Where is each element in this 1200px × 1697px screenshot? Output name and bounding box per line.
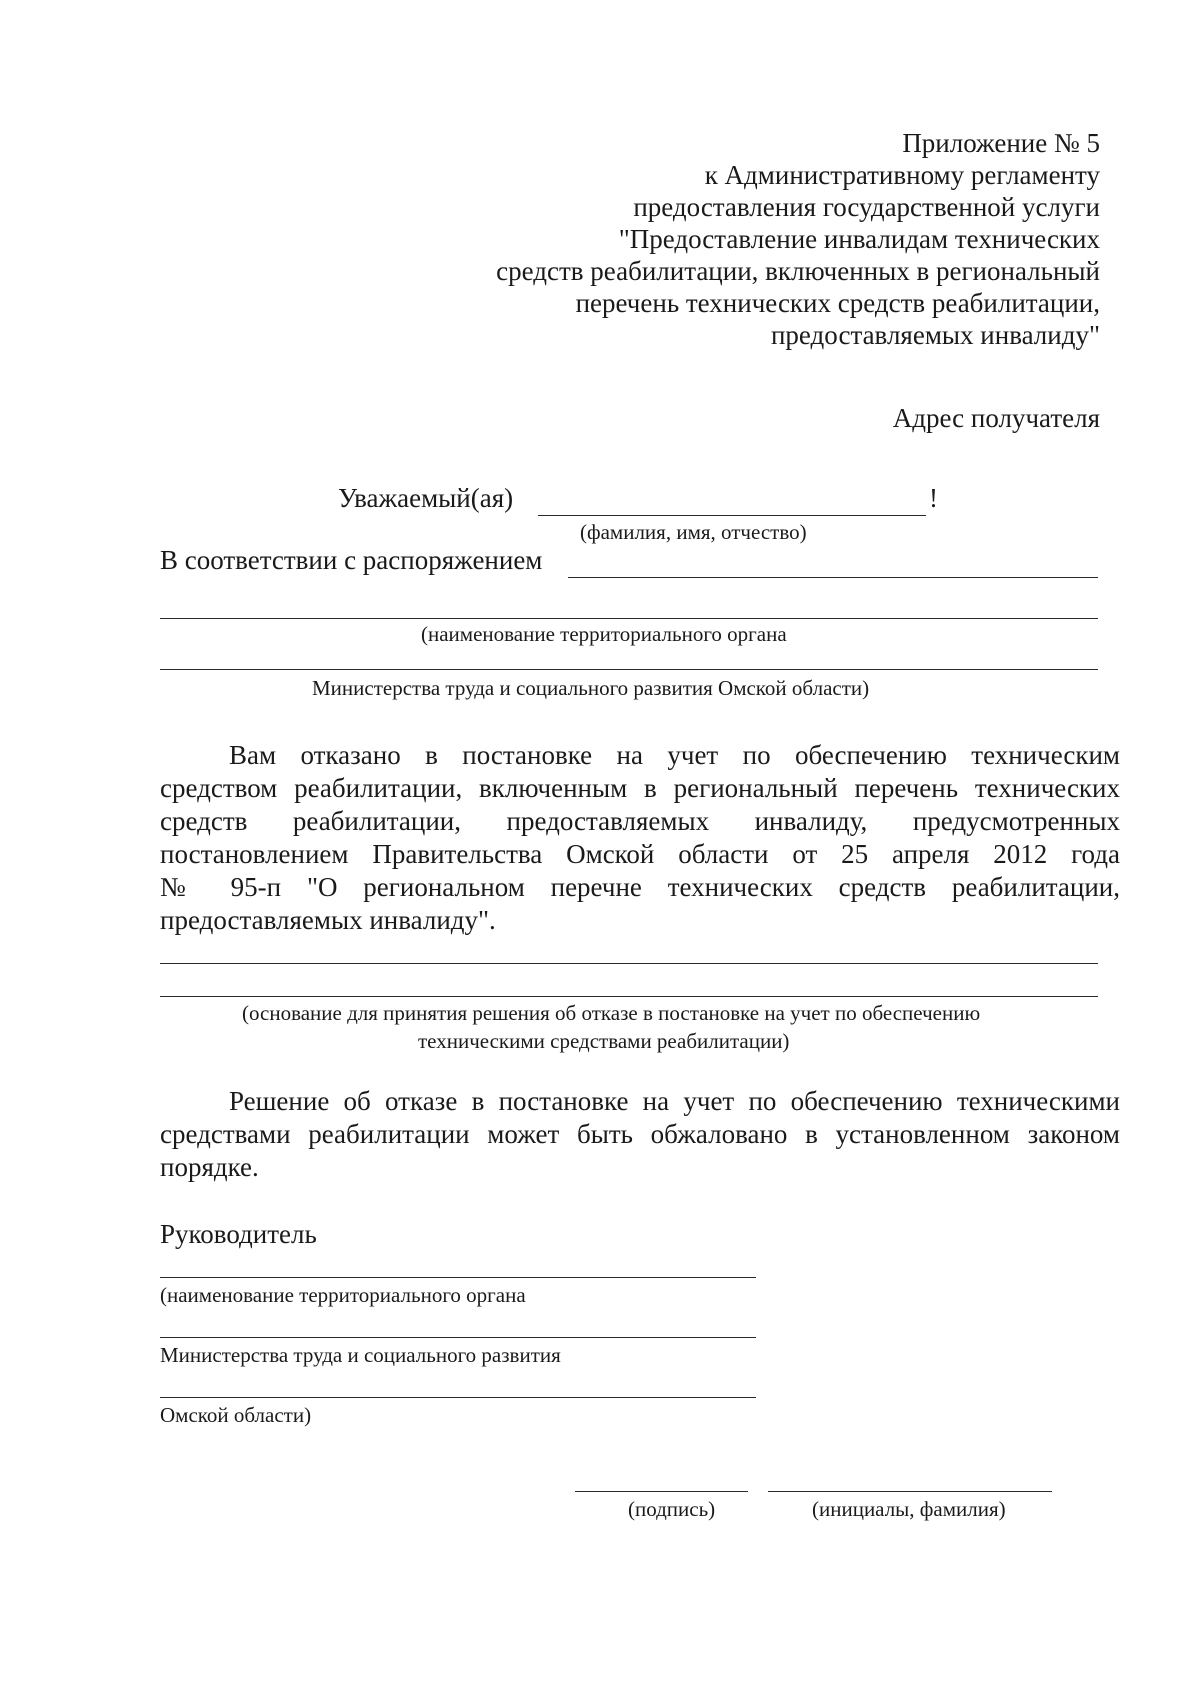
- greeting-exclamation: !: [929, 483, 938, 513]
- signature-org-line-3: [160, 1397, 756, 1398]
- basis-caption-1: (основание для принятия решения об отказе в постановке на учет по обеспечению: [242, 1001, 981, 1025]
- refusal-line-6: предоставляемых инвалиду".: [160, 905, 496, 935]
- signature-org-line-2: [160, 1337, 756, 1338]
- order-label: В соответствии с распоряжением: [160, 545, 543, 575]
- recipient-address-label: Адрес получателя: [892, 403, 1100, 433]
- order-line-1: [568, 577, 1098, 578]
- basis-line-2: [160, 996, 1098, 997]
- appendix-line-7: предоставляемых инвалиду": [770, 320, 1100, 350]
- appendix-line-6: перечень технических средств реабилитации,: [575, 288, 1100, 318]
- name-line: [768, 1491, 1052, 1492]
- order-line-3: [160, 669, 1098, 670]
- refusal-line-1: Вам отказано в постановке на учет по обеспечению техническим: [229, 740, 1120, 770]
- appendix-line-5: средств реабилитации, включенных в региональный: [496, 256, 1100, 286]
- appeal-line-3: порядке.: [160, 1152, 259, 1182]
- signature-org-line-1: [160, 1277, 756, 1278]
- appendix-number: Приложение № 5: [902, 128, 1100, 158]
- appendix-line-3: предоставления государственной услуги: [633, 192, 1100, 222]
- refusal-line-3: средств реабилитации, предоставляемых инвалиду, предусмотренных: [160, 806, 1120, 836]
- name-caption: (инициалы, фамилия): [812, 1497, 1006, 1521]
- refusal-line-4: постановлением Правительства Омской области от 25 апреля 2012 года: [160, 839, 1120, 869]
- appendix-line-4: "Предоставление инвалидам технических: [618, 224, 1100, 254]
- head-label: Руководитель: [160, 1219, 317, 1249]
- appendix-line-2: к Административному регламенту: [704, 160, 1100, 190]
- signature-line: [575, 1491, 748, 1492]
- appeal-line-2: средствами реабилитации может быть обжаловано в установленном законом: [160, 1119, 1120, 1149]
- signature-org-caption-1: (наименование территориального органа: [160, 1283, 526, 1307]
- order-caption-1: (наименование территориального органа: [421, 622, 787, 646]
- signature-org-caption-3: Омской области): [160, 1403, 312, 1427]
- order-caption-2: Министерства труда и социального развития Омской области): [312, 676, 870, 700]
- refusal-line-5: № 95-п "О региональном перечне технических средств реабилитации,: [160, 872, 1120, 902]
- basis-line-1: [160, 963, 1098, 964]
- refusal-line-2: средством реабилитации, включенным в региональный перечень технических: [160, 773, 1120, 803]
- appeal-line-1: Решение об отказе в постановке на учет по обеспечению техническими: [229, 1086, 1120, 1116]
- order-line-2: [160, 618, 1098, 619]
- recipient-name-caption: (фамилия, имя, отчество): [580, 520, 807, 544]
- greeting-label: Уважаемый(ая): [338, 483, 514, 513]
- signature-org-caption-2: Министерства труда и социального развития: [160, 1343, 561, 1367]
- recipient-name-line: [538, 515, 926, 516]
- signature-caption: (подпись): [628, 1497, 716, 1521]
- basis-caption-2: техническими средствами реабилитации): [418, 1029, 790, 1053]
